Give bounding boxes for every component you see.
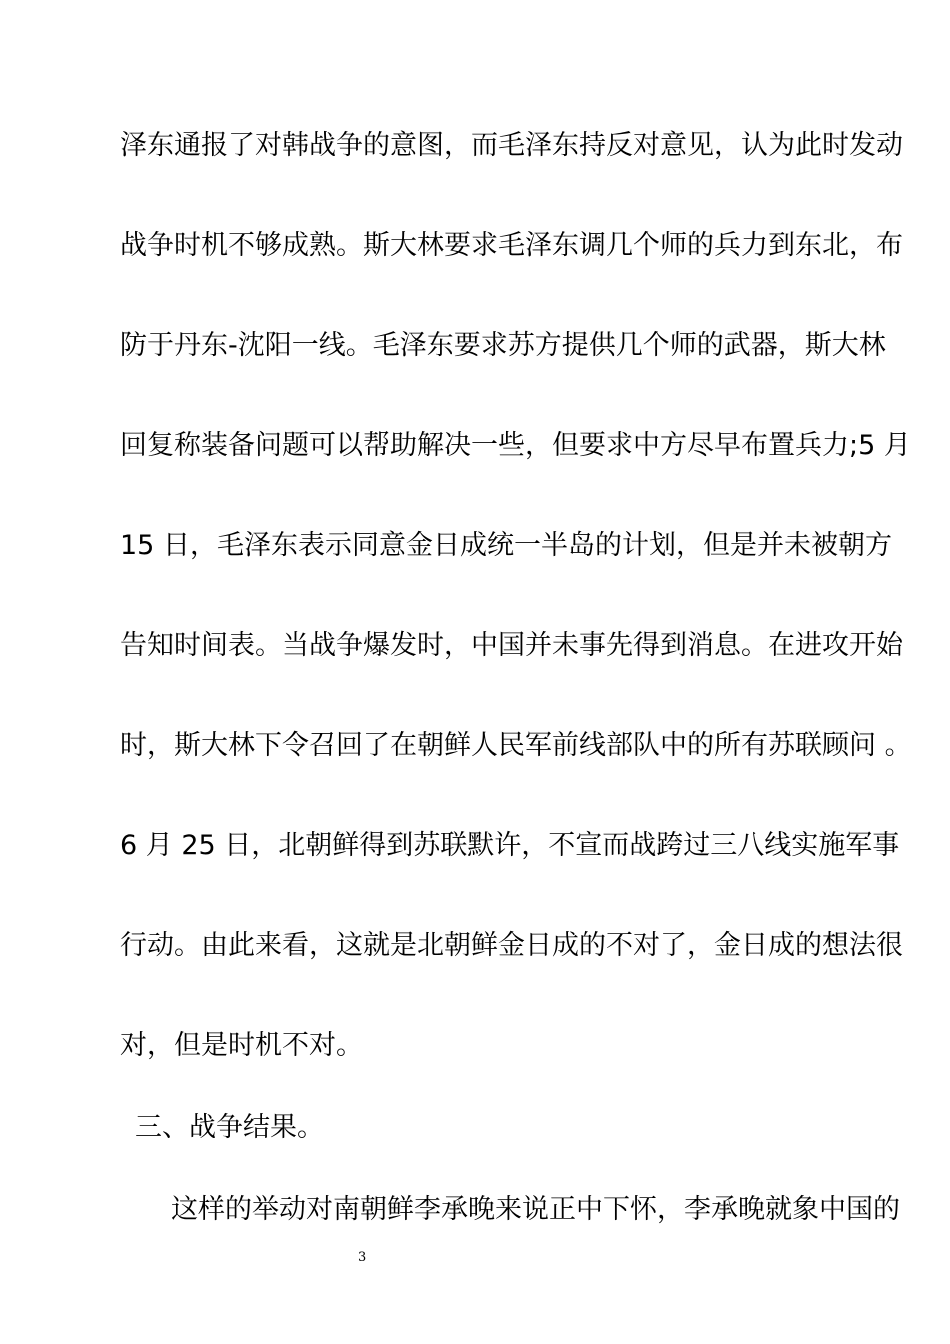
body-text-line: 6 月 25 日，北朝鲜得到苏联默许，不宣而战跨过三八线实施军事 [120,830,900,861]
page-number: 3 [358,1250,367,1265]
body-text-line: 时，斯大林下令召回了在朝鲜人民军前线部队中的所有苏联顾问 。 [120,730,912,761]
body-text-line: 行动。由此来看，这就是北朝鲜金日成的不对了，金日成的想法很 [120,930,903,961]
body-text-line: 战争时机不够成熟。斯大林要求毛泽东调几个师的兵力到东北，布 [120,230,903,261]
body-text-line: 回复称装备问题可以帮助解决一些，但要求中方尽早布置兵力;5 月 [120,430,911,461]
body-text-line: 15 日，毛泽东表示同意金日成统一半岛的计划，但是并未被朝方 [120,530,892,561]
body-text-line: 对，但是时机不对。 [120,1030,363,1061]
paragraph-first-line: 这样的举动对南朝鲜李承晚来说正中下怀，李承晚就象中国的 [171,1194,900,1225]
body-text-line: 防于丹东-沈阳一线。毛泽东要求苏方提供几个师的武器，斯大林 [120,330,886,361]
body-text-line: 告知时间表。当战争爆发时，中国并未事先得到消息。在进攻开始 [120,630,903,661]
body-text-line: 泽东通报了对韩战争的意图，而毛泽东持反对意见，认为此时发动 [120,130,903,161]
section-heading: 三、战争结果。 [135,1112,324,1143]
